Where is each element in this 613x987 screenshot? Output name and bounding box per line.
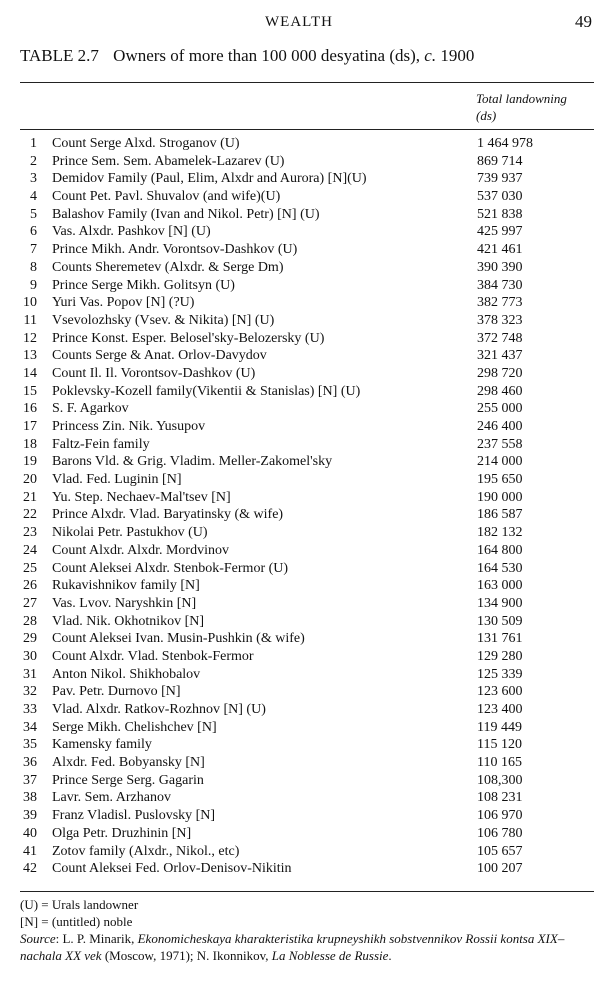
row-number: 8	[30, 259, 37, 275]
table-row	[20, 577, 594, 595]
owner-name: Franz Vladisl. Puslovsky [N]	[52, 808, 216, 824]
owner-name: Vas. Alxdr. Pashkov [N] (U)	[52, 224, 211, 240]
source-title-2: La Noblesse de Russie	[271, 948, 389, 963]
table-row	[20, 418, 594, 436]
table-row	[20, 506, 594, 524]
row-number: 14	[23, 365, 37, 381]
owner-name: Prince Serge Serg. Gagarin	[52, 772, 204, 788]
table-top-rule	[20, 82, 594, 83]
table-row	[20, 807, 594, 825]
landowning-value: 130 509	[477, 613, 523, 629]
owner-name: Serge Mikh. Chelishchev [N]	[52, 719, 217, 735]
row-number: 21	[23, 489, 37, 505]
row-number: 3	[30, 171, 37, 187]
source-end: .	[388, 948, 392, 963]
table-row	[20, 330, 594, 348]
landowning-value: 131 761	[477, 631, 523, 647]
owner-name: Prince Mikh. Andr. Vorontsov-Dashkov (U)	[52, 242, 298, 258]
table-row	[20, 595, 594, 613]
row-number: 24	[23, 542, 37, 558]
row-number: 5	[30, 206, 37, 222]
table-row	[20, 453, 594, 471]
row-number: 19	[23, 454, 37, 470]
row-number: 11	[23, 312, 37, 328]
column-header-line2: (ds)	[476, 108, 497, 123]
owner-name: Poklevsky-Kozell family(Vikentii & Stanislas) [N] (U)	[52, 383, 361, 399]
landowning-value: 164 530	[477, 560, 523, 576]
row-number: 18	[23, 436, 37, 452]
owner-name: Balashov Family (Ivan and Nikol. Petr) [N] (U)	[52, 206, 320, 222]
landowning-value: 106 970	[477, 808, 523, 824]
landowning-value: 186 587	[477, 507, 523, 523]
landowning-value: 1 464 978	[477, 136, 533, 151]
source-author: : L. P. Minarik,	[55, 931, 138, 946]
table-row	[20, 312, 594, 330]
table-row	[20, 666, 594, 684]
table-label: TABLE 2.7	[20, 46, 99, 65]
row-number: 4	[30, 189, 37, 205]
owner-name: Nikolai Petr. Pastukhov (U)	[52, 525, 208, 541]
table-row	[20, 648, 594, 666]
landowning-value: 110 165	[477, 755, 522, 771]
row-number: 33	[23, 702, 37, 717]
row-number: 41	[23, 843, 37, 859]
owner-name: Lavr. Sem. Arzhanov	[52, 790, 171, 806]
table-row	[20, 560, 594, 578]
owner-name: Count Alxdr. Alxdr. Mordvinov	[52, 542, 229, 558]
table-row	[20, 188, 594, 206]
running-head: WEALTH	[265, 14, 333, 30]
caption-circa: c.	[424, 46, 437, 65]
row-number: 26	[23, 578, 37, 594]
row-number: 1	[30, 136, 37, 151]
owner-name: Anton Nikol. Shikhobalov	[52, 666, 201, 682]
landowning-value: 119 449	[477, 719, 522, 735]
table-row	[20, 683, 594, 701]
table-row	[20, 860, 594, 878]
landowning-value: 246 400	[477, 419, 523, 434]
row-number: 10	[23, 295, 37, 311]
table-row	[20, 277, 594, 295]
row-number: 6	[30, 224, 37, 240]
row-number: 7	[30, 242, 37, 258]
owner-name: Prince Alxdr. Vlad. Baryatinsky (& wife)	[52, 507, 284, 523]
legend-noble: [N] = (untitled) noble	[20, 914, 133, 929]
landowning-value: 106 780	[477, 825, 523, 841]
landowning-value: 384 730	[477, 277, 523, 293]
owner-name: Count Pet. Pavl. Shuvalov (and wife)(U)	[52, 189, 281, 205]
table-row	[20, 365, 594, 383]
owner-name: Prince Sem. Sem. Abamelek-Lazarev (U)	[52, 153, 285, 169]
row-number: 37	[23, 772, 37, 788]
owner-name: Alxdr. Fed. Bobyansky [N]	[52, 755, 205, 771]
row-number: 34	[23, 719, 37, 735]
source-note	[20, 930, 594, 964]
row-number: 12	[23, 330, 37, 346]
owner-name: Prince Konst. Esper. Belosel'sky-Belozersky (U)	[52, 330, 325, 346]
owner-name: Vlad. Alxdr. Ratkov-Rozhnov [N] (U)	[52, 702, 266, 717]
owner-name: Count Aleksei Alxdr. Stenbok-Fermor (U)	[52, 560, 289, 576]
owner-name: S. F. Agarkov	[52, 401, 129, 417]
source-publication: (Moscow, 1971); N. Ikonnikov,	[101, 948, 272, 963]
landowning-value: 421 461	[477, 242, 523, 258]
row-number: 2	[30, 153, 37, 169]
owner-name: Demidov Family (Paul, Elim, Alxdr and Aurora) [N](U)	[52, 171, 367, 187]
source-title-1: Ekonomicheskaya kharakteristika krupneyshikh sobstvennikov Rossii kontsa XIX–nachala XX vek	[20, 931, 565, 963]
row-number: 25	[23, 560, 37, 576]
source-label: Source	[20, 931, 56, 946]
owner-name: Count Il. Il. Vorontsov-Dashkov (U)	[52, 365, 256, 381]
owner-name: Count Aleksei Fed. Orlov-Denisov-Nikitin	[52, 861, 292, 877]
row-number: 32	[23, 684, 37, 700]
landowning-value: 214 000	[477, 454, 523, 470]
table-row	[20, 719, 594, 737]
landowning-value: 134 900	[477, 595, 523, 611]
landowning-value: 108 231	[477, 790, 523, 806]
table-row	[20, 383, 594, 401]
table-row	[20, 489, 594, 507]
table-row	[20, 736, 594, 754]
row-number: 42	[23, 861, 37, 877]
owner-name: Barons Vld. & Grig. Vladim. Meller-Zakomel'sky	[52, 454, 333, 470]
table-bottom-rule	[20, 891, 594, 892]
landowning-value: 321 437	[477, 348, 523, 364]
row-number: 31	[23, 666, 37, 682]
table-row	[20, 772, 594, 790]
owner-name: Counts Serge & Anat. Orlov-Davydov	[52, 348, 267, 364]
landowning-value: 195 650	[477, 472, 523, 488]
landowning-value: 537 030	[477, 189, 523, 205]
owner-name: Counts Sheremetev (Alxdr. & Serge Dm)	[52, 259, 284, 275]
landowning-value: 100 207	[477, 861, 523, 877]
table-body	[20, 135, 594, 878]
owner-name: Yu. Step. Nechaev-Mal'tsev [N]	[52, 489, 231, 505]
landowning-value: 425 997	[477, 224, 523, 240]
table-row	[20, 542, 594, 560]
owner-name: Zotov family (Alxdr., Nikol., etc)	[52, 843, 240, 859]
landowning-value: 163 000	[477, 578, 523, 594]
owner-name: Vsevolozhsky (Vsev. & Nikita) [N] (U)	[52, 312, 275, 328]
landowning-value: 108,300	[477, 772, 523, 788]
owner-name: Count Serge Alxd. Stroganov (U)	[52, 136, 240, 151]
row-number: 29	[23, 631, 37, 647]
owner-name: Rukavishnikov family [N]	[52, 578, 200, 594]
owner-name: Prince Serge Mikh. Golitsyn (U)	[52, 277, 235, 293]
owner-name: Vlad. Fed. Luginin [N]	[52, 472, 182, 488]
row-number: 22	[23, 507, 37, 523]
table-row	[20, 170, 594, 188]
landowning-value: 372 748	[477, 330, 523, 346]
landowning-value: 390 390	[477, 259, 523, 275]
landowning-value: 182 132	[477, 525, 523, 541]
owner-name: Olga Petr. Druzhinin [N]	[52, 825, 192, 841]
caption-year: 1900	[436, 46, 475, 65]
row-number: 13	[23, 348, 37, 364]
table-row	[20, 613, 594, 631]
table-caption	[20, 46, 474, 66]
landowning-value: 521 838	[477, 206, 523, 222]
landowning-value: 105 657	[477, 843, 523, 859]
legend-urals: (U) = Urals landowner	[20, 897, 139, 912]
page-number: 49	[575, 12, 592, 31]
landowning-value: 123 400	[477, 702, 523, 717]
caption-text: Owners of more than 100 000 desyatina (ds),	[113, 46, 425, 65]
owner-name: Pav. Petr. Durnovo [N]	[52, 684, 181, 700]
table-row	[20, 436, 594, 454]
row-number: 16	[23, 401, 37, 417]
row-number: 15	[23, 383, 37, 399]
landowning-value: 237 558	[477, 436, 523, 452]
table-row	[20, 135, 594, 153]
table-row	[20, 241, 594, 259]
table-row	[20, 223, 594, 241]
landowning-value: 382 773	[477, 295, 523, 311]
row-number: 28	[23, 613, 37, 629]
landowning-value: 298 460	[477, 383, 523, 399]
owner-name: Vlad. Nik. Okhotnikov [N]	[52, 613, 205, 629]
table-row	[20, 259, 594, 277]
landowning-value: 125 339	[477, 666, 523, 682]
owner-name: Yuri Vas. Popov [N] (?U)	[52, 295, 195, 311]
landowning-value: 164 800	[477, 542, 523, 558]
row-number: 35	[23, 737, 37, 753]
landowning-value: 869 714	[477, 153, 523, 169]
owner-name: Count Aleksei Ivan. Musin-Pushkin (& wife)	[52, 631, 305, 647]
column-header-total-landowning	[476, 90, 567, 124]
landowning-value: 378 323	[477, 312, 523, 328]
table-row	[20, 153, 594, 171]
header-rule	[20, 129, 594, 130]
owner-name: Faltz-Fein family	[52, 436, 150, 452]
table-row	[20, 347, 594, 365]
row-number: 23	[23, 525, 37, 541]
table-row	[20, 294, 594, 312]
owner-name: Vas. Lvov. Naryshkin [N]	[52, 595, 197, 611]
landowning-value: 115 120	[477, 737, 522, 753]
row-number: 17	[23, 419, 37, 434]
row-number: 27	[23, 595, 37, 611]
column-header-line1: Total landowning	[476, 91, 567, 106]
table-row	[20, 825, 594, 843]
table-row	[20, 471, 594, 489]
table-row	[20, 789, 594, 807]
landowning-value: 129 280	[477, 648, 523, 664]
table-row	[20, 843, 594, 861]
landowning-value: 298 720	[477, 365, 523, 381]
row-number: 38	[23, 790, 37, 806]
row-number: 39	[23, 808, 37, 824]
landowning-value: 190 000	[477, 489, 523, 505]
owner-name: Kamensky family	[52, 737, 152, 753]
table-notes	[20, 896, 594, 964]
table-row	[20, 630, 594, 648]
row-number: 30	[23, 648, 37, 664]
landowning-value: 739 937	[477, 171, 523, 187]
landowning-value: 123 600	[477, 684, 523, 700]
table-row	[20, 206, 594, 224]
owner-name: Princess Zin. Nik. Yusupov	[52, 419, 206, 434]
table-row	[20, 754, 594, 772]
landowning-value: 255 000	[477, 401, 523, 417]
row-number: 9	[30, 277, 37, 293]
row-number: 36	[23, 755, 37, 771]
row-number: 40	[23, 825, 37, 841]
row-number: 20	[23, 472, 37, 488]
owner-name: Count Alxdr. Vlad. Stenbok-Fermor	[52, 648, 254, 664]
table-row	[20, 524, 594, 542]
table-row	[20, 701, 594, 719]
table-row	[20, 400, 594, 418]
